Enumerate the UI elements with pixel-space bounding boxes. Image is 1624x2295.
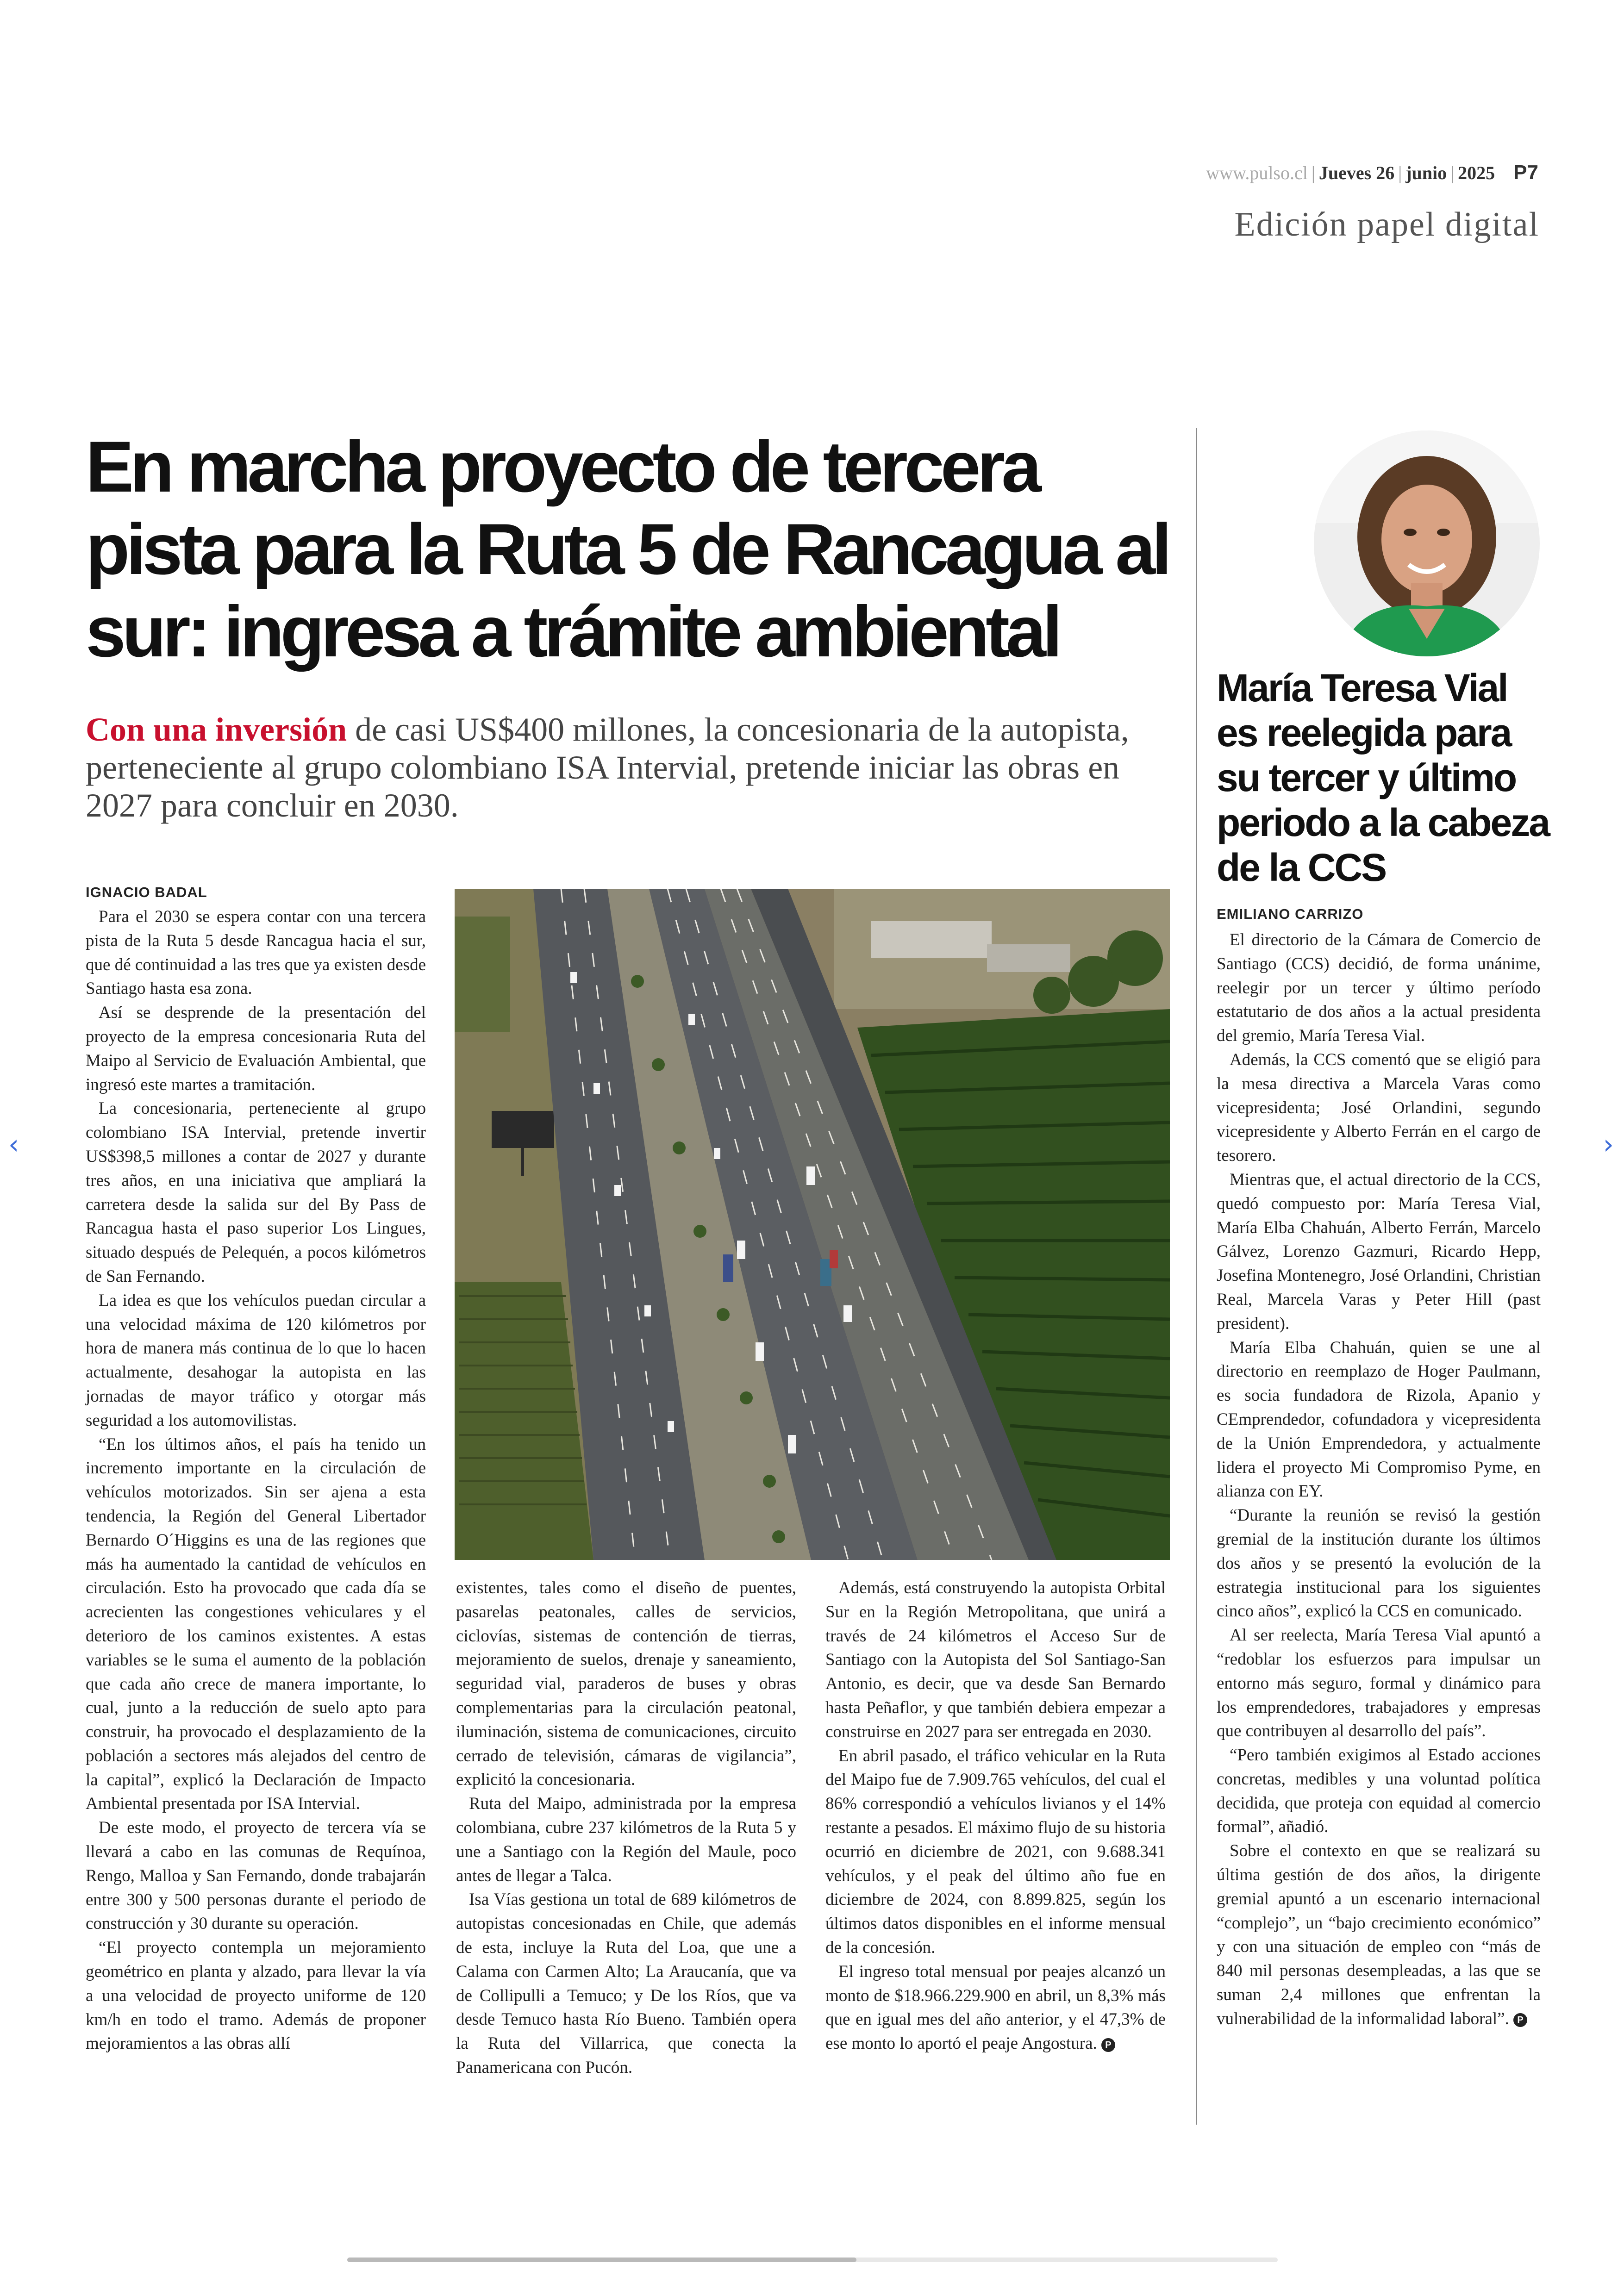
end-mark-icon: P [1513,2013,1527,2027]
main-byline: IGNACIO BADAL [86,884,207,900]
paragraph: “Durante la reunión se revisó la gestión gremial de la institución durante los últimos dos años y se presentó la evolución de la estrategia institucional para los siguientes cinco años”, explicó la CCS en comunicado. [1217,1506,1541,1621]
paragraph: Además, la CCS comentó que se eligió para la mesa directiva a Marcela Varas como vicepresidenta; José Orlandini, segundo vicepresidente y Alberto Ferrán en el cargo de tesorero. [1217,1050,1541,1166]
paragraph: La concesionaria, perteneciente al grupo colombiano ISA Intervial, pretende invertir US$398,5 millones a contar de 2027 y durante tres años, en una iniciativa que ampliará la carretera desde la salida sur del By Pass de Rancagua hasta el paso superior Los Lingues, situado después de Pelequén, a pocos kilómetros de San Fernando. [86,1099,426,1286]
paragraph: “Pero también exigimos al Estado acciones concretas, medibles y una voluntad política decidida, que proteja con equidad al comercio formal”, añadió. [1217,1746,1541,1837]
paragraph: Para el 2030 se espera contar con una tercera pista de la Ruta 5 desde Rancagua hacia el sur, que dé continuidad a las tres que ya existen desde Santiago hasta esa zona. [86,907,426,998]
column-divider [1196,428,1197,2125]
lede-text: de casi US$400 millones, la concesionaria de la autopista, perteneciente al grupo colombiano ISA Intervial, pretende iniciar las obras en 2027 para concluir en 2030. [86,711,1129,824]
page-number: P7 [1513,161,1538,184]
date-year: 2025 [1458,162,1495,183]
site-url[interactable]: www.pulso.cl [1206,162,1308,183]
main-lede [86,711,1187,824]
lede-highlight: Con una inversión [86,711,347,748]
side-column [1217,928,1541,2031]
paragraph: María Elba Chahuán, quien se une al directorio en reemplazo de Hoger Paulmann, es socia fundadora de Rizola, Apanio y CEmprendedor, cofundadora y vicepresidenta de la Unión Emprendedora, y actualmente lidera el proyecto Mi Compromiso Pyme, en alianza con EY. [1217,1338,1541,1501]
paragraph [825,1960,1166,2056]
paragraph: Así se desprende de la presentación del proyecto de la empresa concesionaria Ruta del Maipo al Servicio de Evaluación Ambiental, que ingresó este martes a tramitación. [86,1003,426,1094]
paragraph: “En los últimos años, el país ha tenido un incremento importante en la circulación de vehículos motorizados. Sin ser ajena a esta tendencia, la Región del General Libertador Bernardo O´Higgins es una de las regiones que más ha aumentado la cantidad de vehículos en circulación. Esto ha provocado que cada día se acrecienten las congestiones vehiculares y el deterioro de los caminos existentes. A estas variables se le suma el aumento de la población que cada año crece de manera importante, lo cual, junto a la reducción de suelo apto para construir, ha provocado el desplazamiento de la población a sectores más alejados del centro de la capital”, explicó la Declaración de Impacto Ambiental presentada por ISA Intervial. [86,1434,426,1814]
paragraph: El directorio de la Cámara de Comercio de Santiago (CCS) decidió, de forma unánime, reelegir por un tercer y último período estatutario de dos años a la actual presidenta del gremio, María Teresa Vial. [1217,930,1541,1046]
paragraph: Al ser reelecta, María Teresa Vial apuntó a “redoblar los esfuerzos para impulsar un entorno más seguro, formal y dinámico para los emprendedores, trabajadores y empresas que contribuyen al desarrollo del país”. [1217,1626,1541,1741]
paragraph: En abril pasado, el tráfico vehicular en la Ruta del Maipo fue de 7.909.765 vehículos, del cual el 86% correspondió a vehículos livianos y el 14% restante a pesados. El máximo flujo de su historia ocurrió en diciembre de 2021, con 9.688.341 vehículos, y el peak del último año fue en diciembre de 2024, con 8.899.825, según los últimos datos disponibles en el informe mensual de la concesión. [825,1746,1166,1957]
side-headline: María Teresa Vial es reelegida para su tercer y último periodo a la cabeza de la CCS [1217,666,1549,889]
paragraph-text: Sobre el contexto en que se realizará su última gestión de dos años, la dirigente gremial apuntó a un escenario internacional “complejo”, un “bajo crecimiento económico” y con una situación de empleo con “más de 840 mil personas desempleadas, a las que se suman 2,4 millones que enfrentan la vulnerabilidad de la informalidad laboral”. [1217,1841,1541,2028]
paragraph [1217,1839,1541,2031]
highway-aerial-photo [455,889,1170,1560]
date-month: junio [1405,162,1447,183]
paragraph-text: El ingreso total mensual por peajes alcanzó un monto de $18.966.229.900 en abril, un 8,3% más que en igual mes del año anterior, y el 47,3% de ese monto lo aportó el peaje Angostura. [825,1962,1166,2053]
paragraph: Además, está construyendo la autopista Orbital Sur en la Región Metropolitana, que unirá a través de 24 kilómetros el Acceso Sur de Santiago con la Autopista del Sol Santiago-San Antonio, es decir, que va desde San Bernardo hasta Peñaflor, y que también debiera empezar a construirse en 2027 para ser entregada en 2030. [825,1578,1166,1741]
paragraph: Mientras que, el actual directorio de la CCS, quedó compuesto por: María Teresa Vial, María Elba Chahuán, Alberto Ferrán, Marcelo Gálvez, Lorenzo Gazmuri, Ricardo Hepp, Josefina Montenegro, José Orlandini, Christian Real, Marcela Varas y Peter Hill (past president). [1217,1170,1541,1333]
chevron-left-icon[interactable]: ‹ [8,1129,19,1160]
page-scroll-thumb[interactable] [347,2258,856,2262]
paragraph: La idea es que los vehículos puedan circular a una velocidad máxima de 120 kilómetros por hora de manera más continua de lo que lo hacen actualmente, desahogar la autopista en las jornadas de mayor tráfico y otorgar más seguridad a los automovilistas. [86,1291,426,1430]
chevron-right-icon[interactable]: › [1603,1129,1614,1160]
paragraph: Isa Vías gestiona un total de 689 kilómetros de autopistas concesionadas en Chile, que además de esta, incluye la Ruta del Loa, que une a Calama con Carmen Alto; La Araucanía, que va de Collipulli a Temuco; y De los Ríos, que va desde Temuco hasta Río Bueno. También opera la Ruta del Villarrica, que conecta la Panamericana con Pucón. [456,1890,796,2077]
main-column-2 [456,1576,796,2080]
edition-label: Edición papel digital [1234,206,1539,243]
paragraph: De este modo, el proyecto de tercera vía se llevará a cabo en las comunas de Requínoa, Rengo, Malloa y San Fernando, donde trabajarán entre 300 y 500 personas durante el periodo de construcción y 30 durante su operación. [86,1818,426,1933]
paragraph: existentes, tales como el diseño de puentes, pasarelas peatonales, calles de servicios, ciclovías, sistemas de contención de tierras, mejoramiento de suelos, drenaje y saneamiento, seguridad vial, paraderos de buses y obras complementarias para la circulación peatonal, iluminación, sistema de comunicaciones, circuito cerrado de televisión, cámaras de vigilancia”, explicitó la concesionaria. [456,1578,796,1790]
date-weekday: Jueves 26 [1318,162,1395,183]
main-column-1 [86,905,426,2056]
maria-teresa-vial-portrait [1314,430,1540,656]
main-headline: En marcha proyecto de tercera pista para la Ruta 5 de Rancagua al sur: ingresa a trámite ambiental [86,427,1168,672]
paragraph: Ruta del Maipo, administrada por la empresa colombiana, cubre 237 kilómetros de la Ruta 5 y une a Santiago con la Región del Maule, poco antes de llegar a Talca. [456,1794,796,1885]
end-mark-icon: P [1101,2038,1115,2052]
paragraph: “El proyecto contempla un mejoramiento geométrico en planta y alzado, para llevar la vía a una velocidad de proyecto uniforme de 120 km/h en todo el tramo. Además de proponer mejoramientos a las obras allí [86,1938,426,2053]
main-column-3 [825,1576,1166,2056]
side-byline: EMILIANO CARRIZO [1217,906,1364,922]
page-header: www.pulso.cl | Jueves 26 | junio | 2025 P7 [1206,161,1538,184]
